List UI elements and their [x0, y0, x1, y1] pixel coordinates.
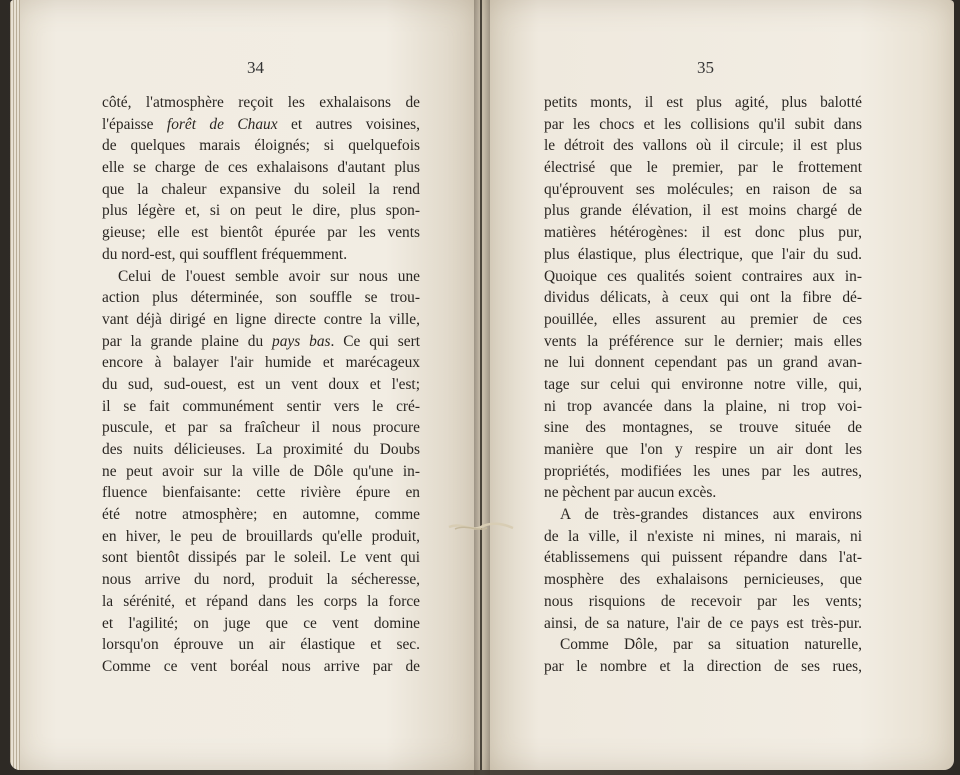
text-line — [102, 114, 420, 136]
text-line — [102, 547, 420, 569]
text-segment: du nord-est, qui soufflent fréquemment. — [102, 245, 348, 263]
text-segment: nous risquions de recevoir par les vents; — [544, 592, 862, 610]
text-segment: de quelques marais éloignés; si quelquefois — [102, 137, 420, 155]
text-segment: ni trop avancée dans la plaine, ni trop voi- — [544, 397, 862, 415]
text-line — [102, 656, 420, 678]
text-line — [102, 200, 420, 222]
text-line — [544, 439, 862, 461]
text-line — [544, 526, 862, 548]
text-line — [102, 396, 420, 418]
text-segment: . Ce qui sert — [330, 332, 420, 350]
text-segment: il se fait communément sentir vers le cré- — [102, 397, 420, 415]
text-segment: elle se charge de ces exhalaisons d'autant plus — [102, 159, 420, 177]
text-line — [544, 200, 862, 222]
text-segment: l'épaisse — [102, 115, 167, 133]
text-segment: vents la préférence sur le dernier; mais elles — [544, 332, 862, 350]
text-line — [102, 374, 420, 396]
text-segment: été notre atmosphère; en automne, comme — [102, 506, 420, 524]
text-line — [544, 504, 862, 526]
text-segment: ne pèchent par aucun excès. — [544, 484, 717, 502]
text-line — [544, 114, 862, 136]
text-segment: tage sur celui qui environne notre ville, qui, — [544, 375, 862, 393]
italic-segment: forêt de Chaux — [166, 115, 278, 133]
left-page — [10, 0, 480, 770]
text-line — [544, 266, 862, 288]
text-line — [544, 634, 862, 656]
text-segment: vant déjà dirigé en ligne directe contre la ville, — [102, 310, 420, 328]
text-segment: lorsqu'on éprouve un air élastique et sec. — [102, 636, 420, 654]
text-segment: Quoique ces qualités soient contraires aux in- — [544, 267, 862, 285]
text-segment: gieuse; elle est bientôt épurée par les vents — [102, 224, 420, 242]
text-line — [102, 352, 420, 374]
text-line — [544, 417, 862, 439]
text-line — [544, 461, 862, 483]
text-segment: dividus délicats, à ceux qui ont la fibre dé- — [544, 289, 862, 307]
right-page-text — [544, 92, 862, 678]
text-line — [102, 266, 420, 288]
text-segment: du sud, sud-ouest, est un vent doux et l'est; — [102, 375, 420, 393]
text-segment: ne lui donnent cependant pas un grand avan- — [544, 354, 862, 372]
text-segment: Comme ce vent boréal nous arrive par de — [102, 657, 420, 675]
text-line — [544, 331, 862, 353]
text-segment: ainsi, de sa nature, l'air de ce pays est très-pur. — [544, 614, 862, 632]
text-segment: manière que l'on y respire un air dont les — [544, 441, 862, 458]
binding-thread — [447, 520, 515, 534]
text-line — [544, 547, 862, 569]
text-segment: fluence bienfaisante: cette rivière épure en — [102, 484, 420, 502]
text-line — [102, 244, 420, 266]
text-segment: encore à balayer l'air humide et marécageux — [102, 354, 420, 372]
text-line — [102, 135, 420, 157]
text-line — [102, 461, 420, 483]
gutter-fold — [474, 0, 490, 775]
text-line — [102, 309, 420, 331]
text-line — [544, 591, 862, 613]
text-line — [544, 179, 862, 201]
text-line — [102, 287, 420, 309]
text-segment: des nuits délicieuses. La proximité du Doubs — [102, 441, 420, 458]
text-line — [544, 157, 862, 179]
text-line — [102, 157, 420, 179]
text-line — [544, 482, 862, 504]
text-line — [102, 482, 420, 504]
text-line — [102, 331, 420, 353]
page-number-right: 35 — [697, 58, 714, 77]
page-edges — [10, 0, 20, 770]
left-page-text — [102, 92, 420, 678]
text-segment: pouillée, elles assurent au premier de ces — [544, 310, 862, 328]
text-segment: le détroit des vallons où il circule; il est plus — [544, 137, 862, 155]
text-segment: côté, l'atmosphère reçoit les exhalaisons de — [102, 94, 420, 111]
text-line — [544, 222, 862, 244]
text-segment: et autres voisines, — [277, 115, 420, 133]
text-line — [544, 287, 862, 309]
text-line — [544, 569, 862, 591]
text-segment: petits monts, il est plus agité, plus balotté — [544, 94, 862, 111]
right-page — [482, 0, 954, 770]
text-segment: en hiver, le peu de brouillards qu'elle produit, — [102, 527, 420, 545]
text-segment: par la grande plaine du — [102, 332, 273, 350]
text-segment: établissemens qui puissent répandre dans l'at- — [544, 549, 862, 567]
text-line — [544, 244, 862, 266]
text-segment: matières hétérogènes: il est donc plus pur, — [544, 224, 862, 242]
text-segment: propriétés, modifiées les unes par les autres, — [544, 462, 862, 480]
text-line — [544, 92, 862, 114]
text-line — [544, 309, 862, 331]
text-segment: la sérénité, et répand dans les corps la force — [102, 592, 420, 610]
text-line — [102, 526, 420, 548]
text-segment: Comme Dôle, par sa situation naturelle, — [560, 636, 862, 654]
text-line — [544, 396, 862, 418]
text-segment: que la chaleur expansive du soleil la rend — [102, 180, 420, 198]
text-segment: plus légère et, si on peut le dire, plus spon- — [102, 202, 420, 220]
text-segment: action plus déterminée, son souffle se trou- — [102, 289, 420, 307]
text-line — [544, 656, 862, 678]
text-line — [544, 374, 862, 396]
text-line — [102, 591, 420, 613]
text-segment: de la ville, il n'existe ni mines, ni marais, ni — [544, 527, 862, 545]
text-line — [102, 92, 420, 114]
text-segment: qu'éprouvent ses molécules; en raison de sa — [544, 180, 862, 198]
text-segment: mosphère des exhalaisons pernicieuses, que — [544, 571, 862, 589]
text-segment: nous arrive du nord, produit la sécheresse, — [102, 571, 420, 589]
text-line — [544, 352, 862, 374]
text-segment: par le nombre et la direction de ses rues, — [544, 657, 862, 675]
text-line — [102, 179, 420, 201]
italic-segment: pays bas — [272, 332, 331, 350]
text-segment: et l'agilité; on juge que ce vent domine — [102, 614, 420, 632]
text-line — [102, 613, 420, 635]
text-line — [544, 613, 862, 635]
text-segment: A de très-grandes distances aux environs — [560, 506, 862, 524]
text-segment: plus grande élévation, il est moins chargé de — [544, 202, 862, 220]
text-line — [102, 569, 420, 591]
text-line — [102, 417, 420, 439]
text-segment: plus élastique, plus électrique, que l'air du sud. — [544, 245, 862, 263]
text-line — [544, 135, 862, 157]
text-line — [102, 222, 420, 244]
text-segment: ne peut avoir sur la ville de Dôle qu'une in- — [102, 462, 420, 480]
text-line — [102, 504, 420, 526]
page-number-left: 34 — [247, 58, 264, 77]
text-line — [102, 634, 420, 656]
text-segment: électrisé que le premier, par le frottement — [544, 159, 862, 177]
text-segment: Celui de l'ouest semble avoir sur nous une — [118, 267, 420, 285]
text-line — [102, 439, 420, 461]
text-segment: par les chocs et les collisions qu'il subit dans — [544, 115, 862, 133]
text-segment: sine des montagnes, se trouve située de — [544, 419, 862, 437]
text-segment: puscule, et par sa fraîcheur il nous procure — [102, 419, 420, 437]
text-segment: sont bientôt dissipés par le soleil. Le vent qui — [102, 549, 420, 567]
